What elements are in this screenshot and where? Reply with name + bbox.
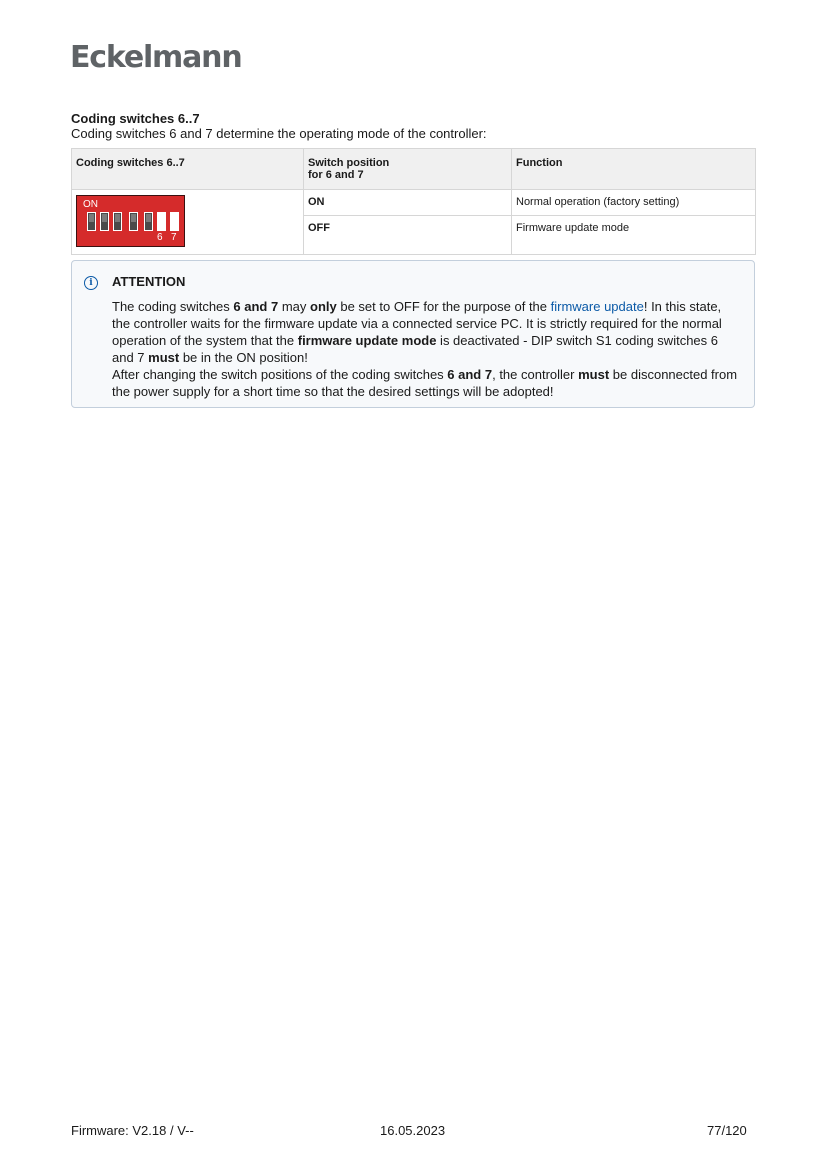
dip-switch-3 [113, 212, 122, 231]
attention-text-part: may [278, 299, 310, 314]
footer-date: 16.05.2023 [380, 1123, 446, 1138]
attention-bold: firmware update mode [297, 333, 437, 348]
info-icon: i [84, 276, 98, 290]
column-header-switch-position-line2: for 6 and 7 [308, 169, 364, 181]
attention-panel [71, 260, 755, 408]
attention-text-part: , the controller [492, 367, 579, 382]
function-cell: Firmware update mode [512, 216, 756, 255]
table-header-row [72, 149, 756, 190]
switch-position-cell: OFF [304, 216, 512, 255]
attention-text [112, 298, 742, 400]
table-row [72, 190, 756, 216]
dip-number-6: 6 [157, 232, 163, 243]
attention-text-part: ! In this state, the controller waits for the firmware update via a connected service PC. It is strictly required for the normal operation of the system that the [112, 299, 722, 348]
dip-switch-5 [144, 212, 153, 231]
column-header-function: Function [512, 149, 756, 190]
attention-bold: must [148, 350, 180, 365]
dip-switch-1 [87, 212, 96, 231]
footer-page-number: 77/120 [707, 1123, 747, 1138]
column-header-coding-switches: Coding switches 6..7 [72, 149, 304, 190]
dip-switch-image [76, 195, 185, 247]
attention-bold: 6 and 7 [233, 299, 279, 314]
dip-switch-7 [170, 212, 179, 231]
attention-text-part: is deactivated - DIP switch S1 coding switches 6 and 7 [112, 333, 718, 365]
dip-on-label: ON [83, 199, 98, 210]
footer-firmware: Firmware: V2.18 / V-- [71, 1123, 194, 1138]
dip-switch-cell [72, 190, 304, 255]
eckelmann-logo: Eckelmann [70, 40, 242, 75]
section-description: Coding switches 6 and 7 determine the operating mode of the controller: [71, 126, 487, 141]
attention-bold: must [578, 367, 610, 382]
section-title: Coding switches 6..7 [71, 111, 200, 126]
dip-switch-6 [157, 212, 166, 231]
column-header-switch-position-line1: Switch position [308, 157, 390, 169]
attention-text-part: be disconnected from the power supply for a short time so that the desired settings will be adopted! [112, 367, 738, 399]
attention-bold: 6 and 7 [447, 367, 493, 382]
attention-text-part: The coding switches [112, 299, 234, 314]
firmware-update-link[interactable]: firmware update [550, 299, 644, 314]
column-header-switch-position [304, 149, 512, 190]
coding-switch-table [71, 148, 756, 255]
attention-text-part: be in the ON position! [179, 350, 308, 365]
attention-text-part: be set to OFF for the purpose of the [336, 299, 551, 314]
function-cell: Normal operation (factory setting) [512, 190, 756, 216]
attention-title: ATTENTION [112, 274, 186, 289]
switch-position-cell: ON [304, 190, 512, 216]
attention-bold: only [310, 299, 337, 314]
dip-switch-2 [100, 212, 109, 231]
dip-switch-4 [129, 212, 138, 231]
attention-text-part: After changing the switch positions of the coding switches [112, 367, 448, 382]
dip-number-7: 7 [171, 232, 177, 243]
